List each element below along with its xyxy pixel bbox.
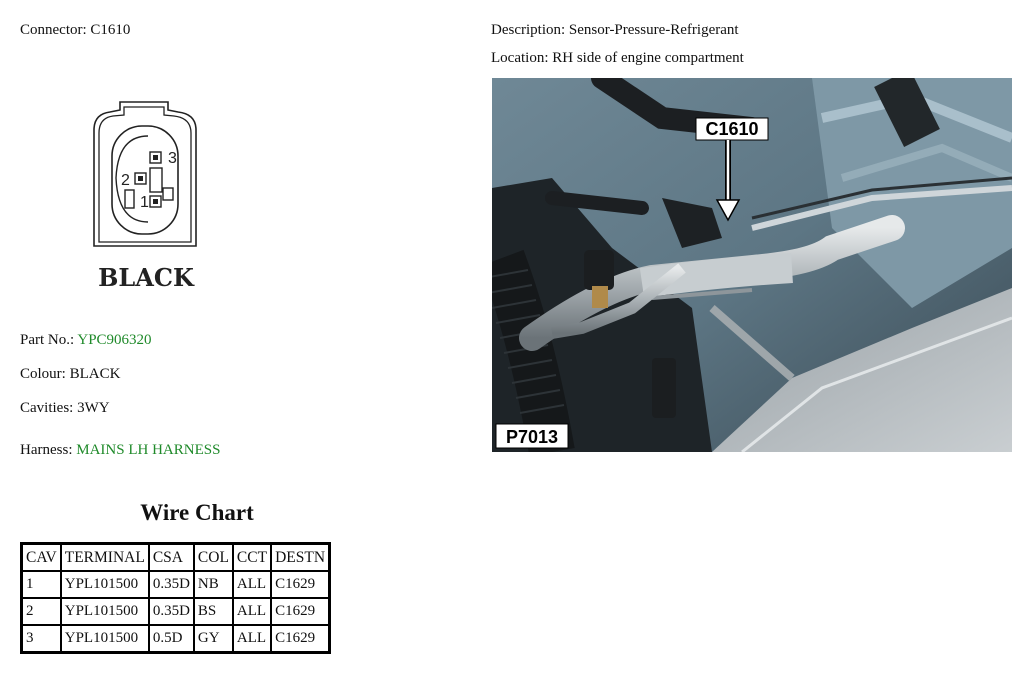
connector-label: Connector: bbox=[20, 22, 87, 38]
header-cct: CCT bbox=[233, 544, 271, 572]
cell-terminal: YPL101500 bbox=[61, 571, 149, 598]
cell-cct: ALL bbox=[233, 571, 271, 598]
colour-line bbox=[20, 365, 120, 383]
cell-terminal: YPL101500 bbox=[61, 625, 149, 653]
photo-reference-label: P7013 bbox=[505, 427, 559, 447]
connector-colour-text: BLACK bbox=[98, 263, 194, 292]
cavities-line bbox=[20, 399, 110, 417]
pin-2-label: 2 bbox=[121, 172, 130, 189]
photo-callout-label: C1610 bbox=[705, 119, 759, 139]
location-value: RH side of engine compartment bbox=[552, 50, 744, 66]
cell-cct: ALL bbox=[233, 625, 271, 653]
table-row bbox=[22, 625, 330, 653]
cell-destn[interactable]: C1629 bbox=[271, 625, 329, 653]
location-photo bbox=[492, 78, 1012, 452]
cell-col: BS bbox=[194, 598, 233, 625]
colour-label: Colour: bbox=[20, 366, 66, 382]
cell-cav: 2 bbox=[22, 598, 61, 625]
header-terminal: TERMINAL bbox=[61, 544, 149, 572]
header-destn: DESTN bbox=[271, 544, 329, 572]
cell-col: NB bbox=[194, 571, 233, 598]
part-no-link[interactable]: YPC906320 bbox=[77, 332, 152, 348]
cell-csa: 0.35D bbox=[149, 598, 194, 625]
connector-line bbox=[20, 21, 130, 39]
pin-3-label: 3 bbox=[168, 150, 177, 167]
connector-outline-icon bbox=[88, 96, 204, 296]
colour-value: BLACK bbox=[69, 366, 121, 382]
harness-label: Harness: bbox=[20, 442, 73, 458]
connector-value: C1610 bbox=[90, 22, 131, 38]
cell-cct: ALL bbox=[233, 598, 271, 625]
wire-chart-header-row bbox=[22, 544, 330, 572]
pin-1-label: 1 bbox=[140, 194, 149, 211]
cavities-value: 3WY bbox=[77, 400, 110, 416]
harness-link[interactable]: MAINS LH HARNESS bbox=[76, 442, 221, 458]
header-cav: CAV bbox=[22, 544, 61, 572]
connector-face-drawing bbox=[88, 96, 204, 296]
part-no-line bbox=[20, 331, 152, 349]
cell-cav: 1 bbox=[22, 571, 61, 598]
cell-cav: 3 bbox=[22, 625, 61, 653]
location-line bbox=[491, 49, 744, 67]
wire-chart-title: Wire Chart bbox=[140, 500, 254, 525]
location-label: Location: bbox=[491, 50, 549, 66]
harness-line bbox=[20, 441, 220, 459]
cavities-label: Cavities: bbox=[20, 400, 74, 416]
cell-csa: 0.5D bbox=[149, 625, 194, 653]
wire-chart-table bbox=[20, 542, 331, 654]
table-row bbox=[22, 598, 330, 625]
description-line bbox=[491, 21, 739, 39]
description-value: Sensor-Pressure-Refrigerant bbox=[568, 22, 739, 38]
header-col: COL bbox=[194, 544, 233, 572]
description-label: Description: bbox=[491, 22, 566, 38]
cell-csa: 0.35D bbox=[149, 571, 194, 598]
engine-compartment-image bbox=[492, 78, 1012, 452]
part-no-label: Part No.: bbox=[20, 332, 75, 348]
cell-destn[interactable]: C1629 bbox=[271, 571, 329, 598]
table-row bbox=[22, 571, 330, 598]
cell-col: GY bbox=[194, 625, 233, 653]
cell-terminal: YPL101500 bbox=[61, 598, 149, 625]
header-csa: CSA bbox=[149, 544, 194, 572]
cell-destn[interactable]: C1629 bbox=[271, 598, 329, 625]
